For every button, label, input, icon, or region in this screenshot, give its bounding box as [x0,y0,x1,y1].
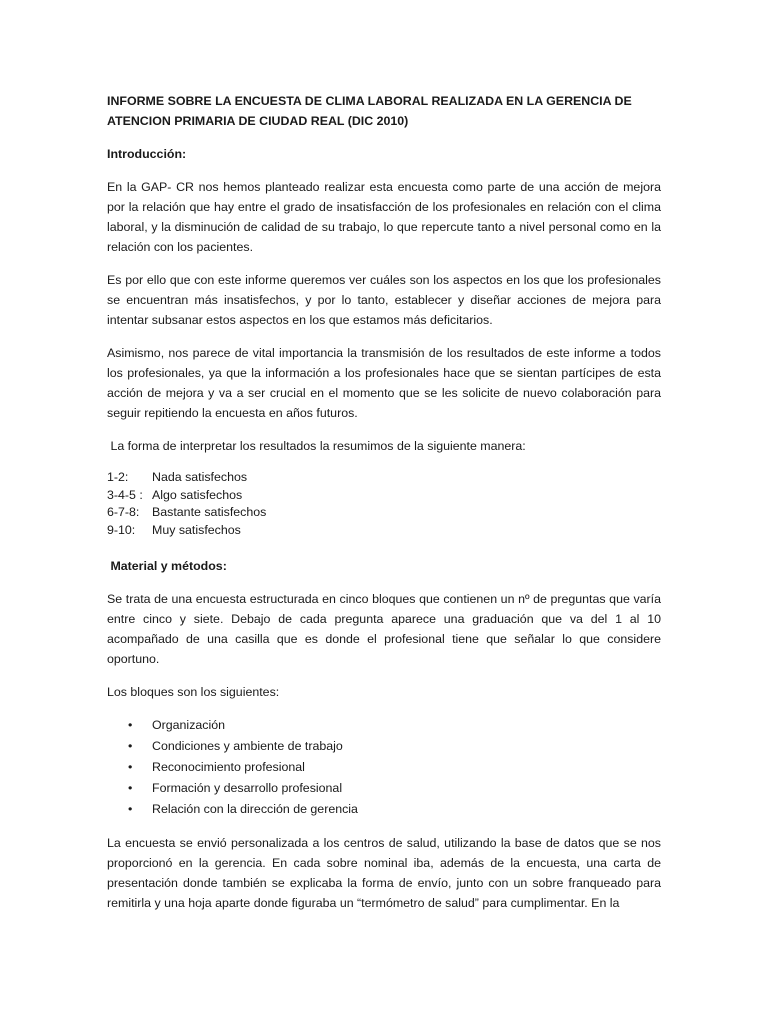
list-item-label: Relación con la dirección de gerencia [152,802,358,816]
methods-paragraph-1: Se trata de una encuesta estructurada en cinco bloques que contienen un nº de preguntas que varía entre cinco y siete. Debajo de cada pregunta aparece una graduación que va del 1 al 10 acompañado de una casilla que es donde el profesional tiene que señalar lo que considere oportuno. [107,592,661,666]
document-body [107,91,661,926]
intro-paragraph-1: En la GAP- CR nos hemos planteado realizar esta encuesta como parte de una acción de mejora por la relación que hay entre el grado de insatisfacción de los profesionales en relación con el clima laboral, y la disminución de calidad de su trabajo, lo que repercute tanto a nivel personal como en la relación con los pacientes. [107,180,661,254]
scale-row [107,487,661,505]
scale-key: 1-2: [107,470,129,484]
scale-label: Muy satisfechos [152,522,241,537]
scale-row [107,504,661,522]
bullet-icon: • [128,760,133,774]
scale-row [107,522,661,540]
intro-paragraph-2: Es por ello que con este informe queremos ver cuáles son los aspectos en los que los profesionales se encuentran más insatisfechos, y por lo tanto, establecer y diseñar acciones de mejora para intentar subsanar estos aspectos en los que estamos más deficitarios. [107,273,661,327]
satisfaction-scale [107,469,661,539]
bullet-icon: • [128,718,133,732]
scale-label: Algo satisfechos [152,487,243,502]
methods-paragraph-2: Los bloques son los siguientes: [107,685,280,699]
list-item-label: Reconocimiento profesional [152,760,305,774]
scale-key: 6-7-8: [107,505,140,519]
list-item [107,778,661,799]
scale-label: Nada satisfechos [152,470,248,484]
closing-paragraph: La encuesta se envió personalizada a los centros de salud, utilizando la base de datos que se nos proporcionó en la gerencia. En cada sobre nominal iba, además de la encuesta, una carta de presentación donde también se explicaba la forma de envío, junto con un sobre franqueado para remitirla y una hoja aparte donde figuraba un “termómetro de salud” para cumplimentar. En la [107,836,661,910]
bullet-icon: • [128,781,133,795]
scale-key: 9-10: [107,522,136,537]
scale-row [107,469,661,487]
list-item [107,799,661,820]
bullet-icon: • [128,739,133,753]
bullet-icon: • [128,802,133,816]
scale-label: Bastante satisfechos [152,505,267,519]
list-item-label: Condiciones y ambiente de trabajo [152,739,343,753]
intro-paragraph-3: Asimismo, nos parece de vital importancia la transmisión de los resultados de este informe a todos los profesionales, ya que la información a los profesionales hace que se sientan partícipes de esta acción de mejora y va a ser crucial en el momento que se les solicite de nuevo colaboración para seguir repitiendo la encuesta en años futuros. [107,346,661,420]
intro-paragraph-4: La forma de interpretar los resultados la resumimos de la siguiente manera: [107,439,526,453]
document-title: INFORME SOBRE LA ENCUESTA DE CLIMA LABORAL REALIZADA EN LA GERENCIA DE ATENCION PRIMARIA DE CIUDAD REAL (DIC 2010) [107,94,632,128]
methods-heading: Material y métodos: [107,559,227,573]
list-item-label: Organización [152,718,226,732]
list-item [107,715,661,736]
blocks-list [107,715,661,820]
list-item [107,736,661,757]
intro-heading: Introducción: [107,147,187,161]
list-item [107,757,661,778]
scale-key: 3-4-5 : [107,487,143,502]
list-item-label: Formación y desarrollo profesional [152,781,343,795]
